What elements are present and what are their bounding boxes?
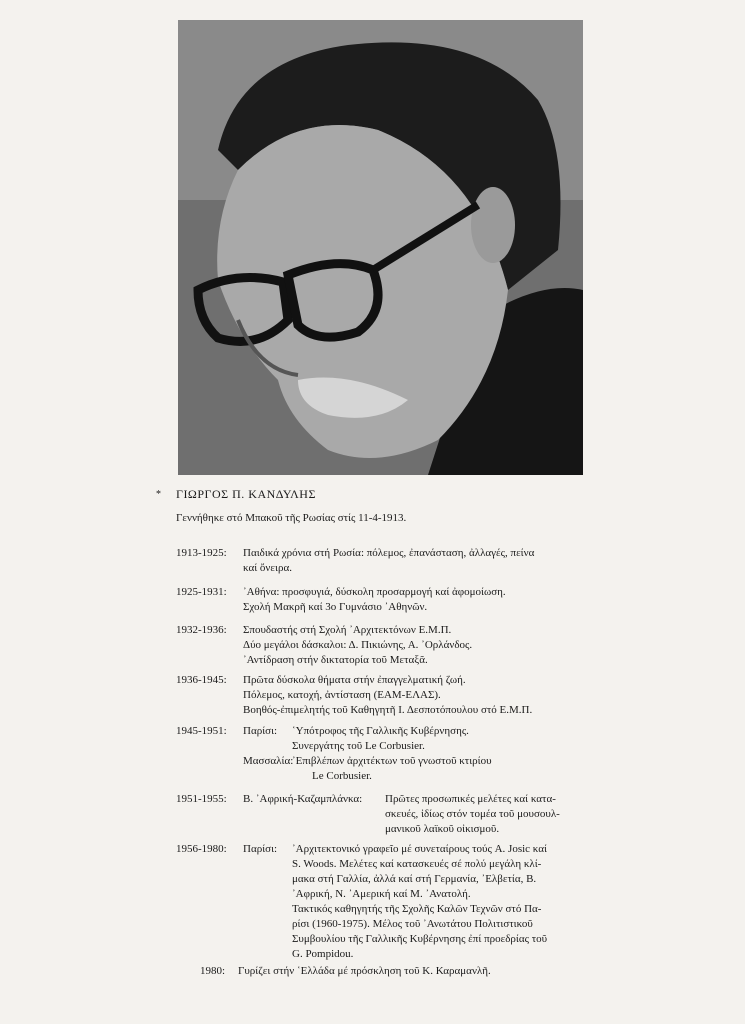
period-line: ᾿Αφρική, Ν. ᾿Αμερική καί Μ. ᾿Ανατολή. [292, 888, 471, 900]
period-years: 1913-1925: [176, 547, 227, 559]
period-years: 1945-1951: [176, 725, 227, 737]
period-row [0, 724, 745, 784]
period-row [0, 842, 745, 967]
period-years: 1932-1936: [176, 624, 227, 636]
period-place: Παρίσι: [243, 843, 278, 855]
period-place: Β. ᾿Αφρική-Καζαμπλάνκα: [243, 793, 363, 805]
period-line: S. Woods. Μελέτες καί κατασκευές σέ πολύ μεγάλη κλί- [292, 858, 542, 870]
period-line: G. Pompidou. [292, 948, 354, 960]
period-line: Συμβουλίου τῆς Γαλλικῆς Κυβέρνησης ἐπί προεδρίας τοῦ [292, 933, 548, 945]
period-line: ᾿Αθήνα: προσφυγιά, δύσκολη προσαρμογή καί ἀφομοίωση. [243, 586, 506, 598]
period-line: σκευές, ἰδίως στόν τομέα τοῦ μουσουλ- [385, 808, 560, 820]
period-row [0, 792, 745, 837]
period-years: 1980: [200, 965, 226, 977]
period-line: ῾Υπότροφος τῆς Γαλλικῆς Κυβέρνησης. [292, 725, 469, 737]
period-line: Τακτικός καθηγητής τῆς Σχολῆς Καλῶν Τεχνῶν στό Πα- [292, 903, 542, 915]
period-years: 1936-1945: [176, 674, 227, 686]
portrait-photo [178, 20, 583, 475]
period-place: Παρίσι: [243, 725, 278, 737]
period-years: 1951-1955: [176, 793, 227, 805]
period-line: Πρῶτες προσωπικές μελέτες καί κατα- [385, 793, 556, 805]
period-line: ρίσι (1960-1975). Μέλος τοῦ ᾿Ανωτάτου Πολιτιστικοῦ [292, 918, 533, 930]
period-line: μανικοῦ λαϊκοῦ οἰκισμοῦ. [385, 823, 500, 835]
period-years: 1956-1980: [176, 843, 227, 855]
period-line: Δύο μεγάλοι δάσκαλοι: Δ. Πικιώνης, Α. ᾿Ορλάνδος. [243, 639, 473, 651]
period-place: Μασσαλία: [243, 755, 294, 767]
period-line: ᾿Αρχιτεκτονικό γραφεῖο μέ συνεταίρους τούς A. Josic καί [292, 843, 547, 855]
period-line: Βοηθός-ἐπιμελητής τοῦ Καθηγητῆ Ι. Δεσποτόπουλου στό Ε.Μ.Π. [243, 704, 533, 716]
asterisk-mark: * [156, 489, 161, 500]
period-line: Σχολή Μακρῆ καί 3ο Γυμνάσιο ᾿Αθηνῶν. [243, 601, 428, 613]
period-line: καί ὄνειρα. [243, 562, 292, 574]
period-line: ᾿Αντίδραση στήν δικτατορία τοῦ Μεταξᾶ. [243, 654, 428, 666]
period-line: μακα στή Γαλλία, ἀλλά καί στή Γερμανία, ᾿Ελβετία, Β. [292, 873, 537, 885]
page-title: ΓΙΩΡΓΟΣ Π. ΚΑΝΔΥΛΗΣ [176, 487, 316, 501]
period-line: Πρῶτα δύσκολα θήματα στήν ἐπαγγελματική ζωή. [243, 674, 466, 686]
period-line: ᾿Επιβλέπων ἀρχιτέκτων τοῦ γνωστοῦ κτιρίου [292, 755, 492, 767]
period-line: Πόλεμος, κατοχή, ἀντίσταση (ΕΑΜ-ΕΛΑΣ). [243, 689, 441, 701]
period-line: Le Corbusier. [312, 770, 372, 782]
period-line: Σπουδαστής στή Σχολή ᾿Αρχιτεκτόνων Ε.Μ.Π. [243, 624, 452, 636]
period-line: Συνεργάτης τοῦ Le Corbusier. [292, 740, 425, 752]
period-years: 1925-1931: [176, 586, 227, 598]
period-line: Γυρίζει στήν ῾Ελλάδα μέ πρόσκληση τοῦ Κ. Καραμανλῆ. [238, 965, 491, 977]
period-line: Παιδικά χρόνια στή Ρωσία: πόλεμος, ἐπανάσταση, ἀλλαγές, πείνα [243, 547, 535, 559]
intro-line: Γεννήθηκε στό Μπακοῦ τῆς Ρωσίας στίς 11-4-1913. [176, 512, 407, 524]
